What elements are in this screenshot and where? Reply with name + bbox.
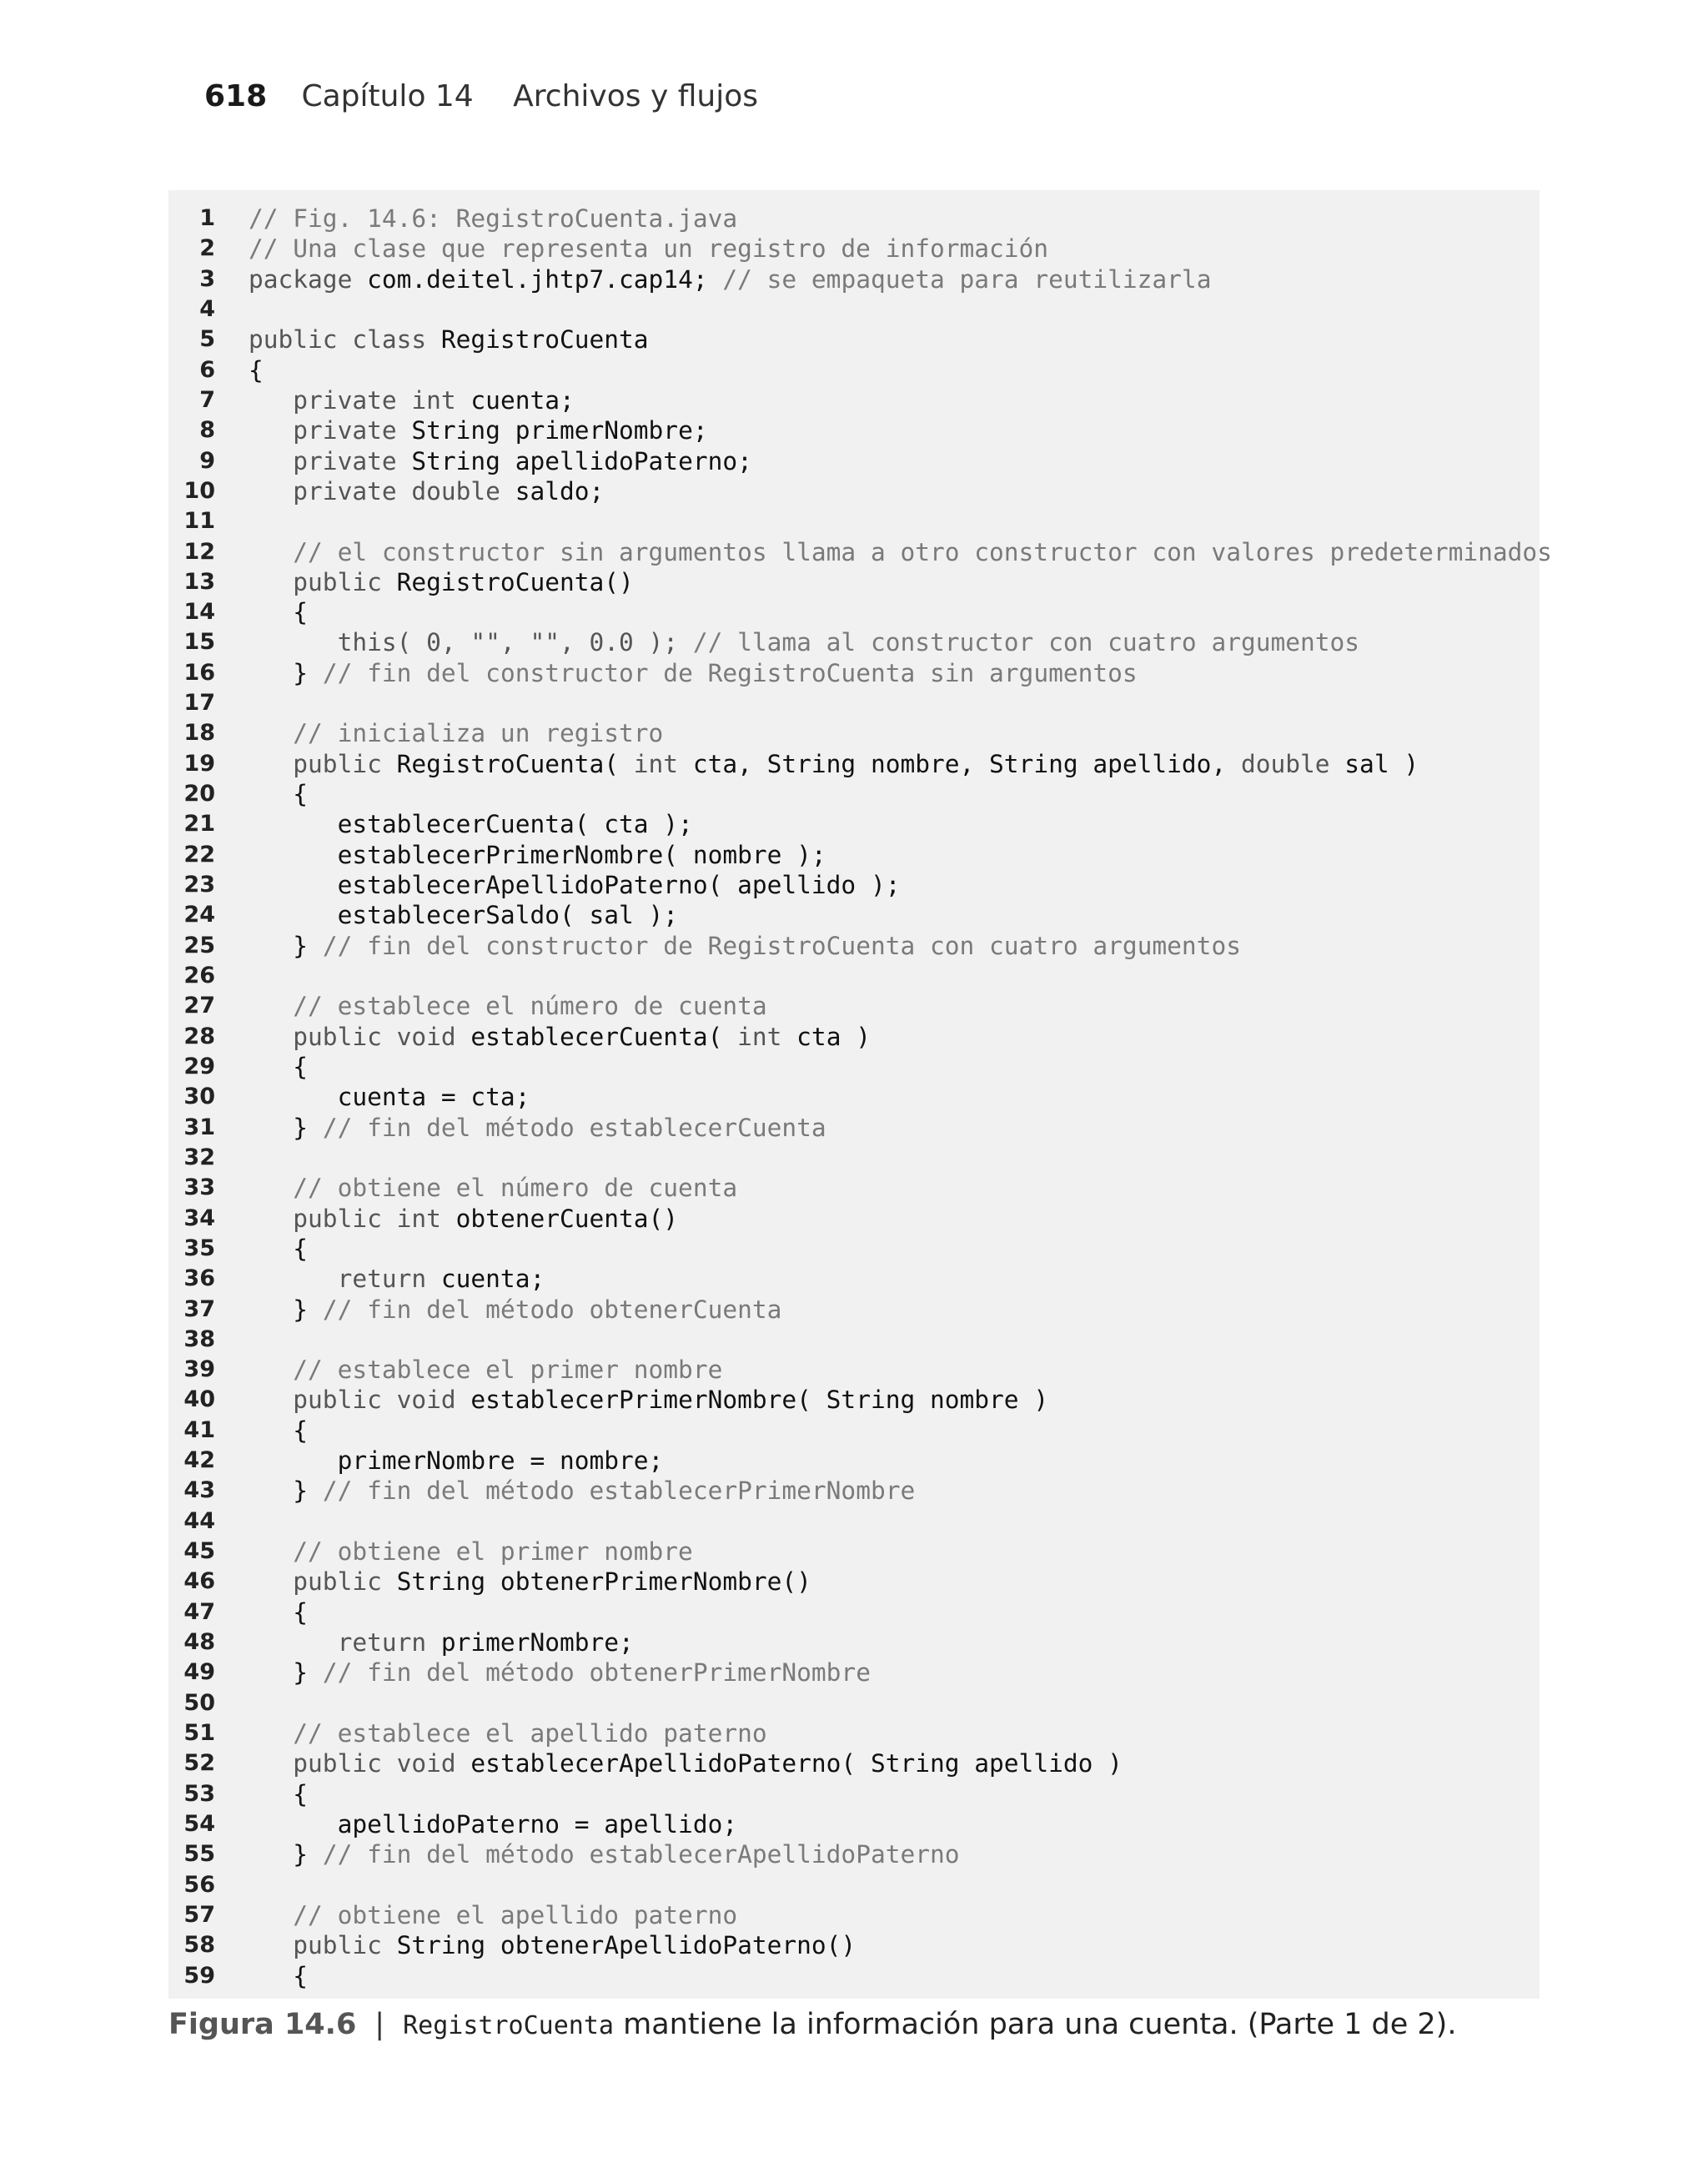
line-number: 16 — [183, 659, 215, 686]
code-text: { — [249, 1597, 309, 1627]
code-line — [168, 1234, 1540, 1264]
code-keyword: public — [249, 1931, 397, 1960]
line-code — [249, 870, 900, 900]
code-keyword: public void — [249, 1022, 471, 1051]
code-text: String obtenerApellidoPaterno() — [396, 1931, 857, 1960]
line-number: 45 — [183, 1538, 215, 1565]
code-line — [168, 264, 1540, 294]
line-code — [249, 1082, 530, 1112]
code-comment: // Una clase que representa un registro de información — [249, 234, 1049, 264]
code-line — [168, 1809, 1540, 1839]
line-code — [249, 597, 308, 627]
code-line — [168, 204, 1540, 234]
code-text: establecerCuenta( — [470, 1022, 738, 1051]
line-code — [249, 264, 1211, 294]
line-code — [249, 840, 826, 870]
code-line — [168, 1900, 1540, 1930]
line-number: 28 — [183, 1023, 215, 1049]
code-keyword: return — [249, 1628, 441, 1657]
line-number: 3 — [199, 265, 215, 292]
line-code — [249, 1748, 1123, 1778]
line-number: 59 — [183, 1962, 215, 1989]
line-code — [249, 1476, 915, 1506]
line-number: 50 — [183, 1689, 215, 1716]
line-number: 6 — [199, 356, 215, 383]
line-number: 30 — [183, 1084, 215, 1110]
code-text: com.deitel.jhtp7.cap14; — [367, 264, 723, 294]
line-number: 23 — [183, 872, 215, 898]
line-code — [249, 1597, 308, 1627]
line-code — [249, 1385, 1048, 1415]
line-number: 46 — [183, 1568, 215, 1595]
code-keyword: double — [1240, 749, 1345, 778]
code-line — [168, 627, 1540, 657]
line-code — [249, 749, 1419, 779]
code-line — [168, 1204, 1540, 1234]
code-text: cuenta = cta; — [249, 1083, 530, 1112]
line-number: 44 — [183, 1507, 215, 1534]
code-line — [168, 1930, 1540, 1960]
code-text: { — [249, 780, 309, 809]
line-number: 58 — [183, 1932, 215, 1959]
line-number: 32 — [183, 1144, 215, 1170]
line-code — [249, 446, 752, 476]
line-code — [249, 1567, 811, 1597]
line-number: 57 — [183, 1901, 215, 1928]
line-code — [249, 900, 678, 930]
line-number: 10 — [183, 477, 215, 504]
line-code — [249, 1809, 737, 1839]
caption-separator: | — [374, 2008, 385, 2041]
code-text: { — [249, 598, 309, 627]
line-number: 47 — [183, 1598, 215, 1625]
code-line — [168, 688, 1540, 718]
code-line — [168, 355, 1540, 385]
line-code — [249, 627, 1359, 657]
code-text: apellidoPaterno = apellido; — [249, 1809, 738, 1838]
line-number: 54 — [183, 1810, 215, 1837]
line-number: 20 — [183, 781, 215, 807]
caption-text: mantiene la información para una cuenta. (Parte 1 de 2). — [613, 2008, 1457, 2041]
code-text: establecerPrimerNombre( nombre ); — [249, 840, 826, 869]
code-line — [168, 1173, 1540, 1203]
chapter-title: Archivos y flujos — [513, 79, 758, 113]
code-line — [168, 324, 1540, 355]
line-number: 9 — [199, 447, 215, 474]
line-number: 18 — [183, 720, 215, 747]
code-line — [168, 1295, 1540, 1325]
code-line — [168, 476, 1540, 506]
line-number: 39 — [183, 1356, 215, 1383]
code-line — [168, 234, 1540, 264]
code-line — [168, 1476, 1540, 1506]
code-line — [168, 1416, 1540, 1446]
code-text: establecerSaldo( sal ); — [249, 901, 679, 930]
code-keyword: public class — [249, 325, 441, 355]
code-comment: // fin del constructor de RegistroCuenta con cuatro argumentos — [322, 931, 1241, 960]
line-number: 21 — [183, 811, 215, 837]
code-comment: // establece el primer nombre — [249, 1356, 723, 1385]
code-line — [168, 506, 1540, 536]
line-code — [249, 991, 767, 1021]
code-text: sal ) — [1344, 749, 1419, 778]
figure-label: Figura 14.6 — [168, 2008, 357, 2041]
code-keyword: public — [249, 1567, 397, 1597]
line-number: 12 — [183, 538, 215, 565]
line-number: 1 — [199, 205, 215, 231]
line-code — [249, 1657, 871, 1688]
line-number: 35 — [183, 1235, 215, 1261]
line-code — [249, 234, 1048, 264]
code-line — [168, 537, 1552, 567]
line-code — [249, 1264, 545, 1294]
code-keyword: public void — [249, 1749, 471, 1778]
code-text: } — [249, 658, 323, 687]
line-number: 55 — [183, 1841, 215, 1868]
code-line — [168, 1627, 1540, 1657]
code-line — [168, 567, 1540, 597]
line-code — [249, 355, 264, 385]
code-text: String obtenerPrimerNombre() — [396, 1567, 811, 1597]
code-text: { — [249, 1052, 309, 1081]
code-comment: // llama al constructor con cuatro argumentos — [692, 628, 1360, 657]
code-line — [168, 294, 1540, 324]
page-header — [204, 79, 758, 121]
line-code — [249, 718, 663, 748]
code-comment: // establece el apellido paterno — [249, 1719, 767, 1748]
code-text: RegistroCuenta() — [396, 567, 634, 596]
line-code — [249, 1234, 308, 1264]
line-number: 15 — [183, 629, 215, 656]
line-code — [249, 809, 693, 839]
line-number: 40 — [183, 1386, 215, 1413]
line-code — [249, 415, 708, 445]
code-text: } — [249, 1295, 323, 1324]
code-text: cta ) — [796, 1022, 871, 1051]
code-comment: // inicializa un registro — [249, 719, 664, 748]
line-number: 56 — [183, 1871, 215, 1898]
line-number: 48 — [183, 1629, 215, 1656]
code-keyword: private — [249, 416, 412, 445]
code-line — [168, 1325, 1540, 1355]
code-text: } — [249, 1113, 323, 1142]
code-keyword: package — [249, 264, 368, 294]
code-line — [168, 597, 1540, 627]
line-code — [249, 1052, 308, 1082]
code-keyword: public — [249, 567, 397, 596]
line-number: 25 — [183, 932, 215, 958]
code-keyword: public int — [249, 1204, 456, 1233]
line-code — [249, 1961, 308, 1991]
code-line — [168, 1052, 1540, 1082]
line-code — [249, 1295, 781, 1325]
code-keyword: this( 0, "", "", 0.0 ); — [249, 628, 693, 657]
code-text: { — [249, 1779, 309, 1808]
line-code — [249, 1718, 767, 1748]
line-number: 43 — [183, 1477, 215, 1504]
code-text: } — [249, 1476, 323, 1506]
line-number: 24 — [183, 902, 215, 928]
line-number: 19 — [183, 750, 215, 777]
line-number: 27 — [183, 993, 215, 1019]
code-line — [168, 1264, 1540, 1294]
code-text: } — [249, 1658, 323, 1688]
line-number: 51 — [183, 1720, 215, 1746]
code-keyword: public — [249, 749, 397, 778]
code-line — [168, 900, 1540, 930]
code-line — [168, 991, 1540, 1021]
line-code — [249, 1204, 678, 1234]
code-line — [168, 1355, 1540, 1385]
line-number: 36 — [183, 1265, 215, 1292]
line-code — [249, 1779, 308, 1809]
code-comment: // Fig. 14.6: RegistroCuenta.java — [249, 204, 738, 233]
code-comment: // establece el número de cuenta — [249, 992, 767, 1021]
code-listing — [168, 190, 1552, 1999]
line-code — [249, 1930, 856, 1960]
code-line — [168, 1657, 1540, 1688]
caption-class-name: RegistroCuenta — [403, 2011, 614, 2040]
line-code — [249, 385, 575, 415]
code-line — [168, 840, 1540, 870]
code-text: { — [249, 1416, 309, 1445]
code-line — [168, 1718, 1540, 1748]
code-text: saldo; — [515, 476, 605, 506]
line-code — [249, 1537, 693, 1567]
code-comment: // se empaqueta para reutilizarla — [722, 264, 1212, 294]
line-number: 8 — [199, 417, 215, 444]
code-line — [168, 779, 1540, 809]
code-line — [168, 446, 1540, 476]
code-line — [168, 1779, 1540, 1809]
line-code — [249, 1900, 737, 1930]
code-line — [168, 1506, 1540, 1537]
code-keyword: return — [249, 1265, 441, 1294]
line-code — [249, 1839, 960, 1869]
code-line — [168, 718, 1540, 748]
code-text: } — [249, 931, 323, 960]
code-line — [168, 1597, 1540, 1627]
code-text: { — [249, 355, 264, 385]
line-code — [249, 931, 1241, 961]
code-comment: // obtiene el número de cuenta — [249, 1174, 738, 1203]
code-line — [168, 1082, 1540, 1112]
code-comment: // fin del método establecerApellidoPaterno — [322, 1840, 960, 1869]
line-number: 13 — [183, 568, 215, 595]
code-text: String primerNombre; — [411, 416, 708, 445]
code-line — [168, 931, 1540, 961]
line-code — [249, 1022, 871, 1052]
line-code — [249, 1627, 634, 1657]
code-text: establecerApellidoPaterno( apellido ); — [249, 871, 901, 900]
code-text: String apellidoPaterno; — [411, 446, 752, 475]
line-number: 52 — [183, 1750, 215, 1777]
line-number: 14 — [183, 599, 215, 626]
code-keyword: int — [633, 749, 693, 778]
code-line — [168, 1567, 1540, 1597]
line-code — [249, 567, 634, 597]
code-line — [168, 1748, 1540, 1778]
code-text: cuenta; — [440, 1265, 545, 1294]
code-comment: // obtiene el primer nombre — [249, 1537, 693, 1567]
line-number: 38 — [183, 1325, 215, 1352]
line-code — [249, 476, 604, 506]
line-number: 49 — [183, 1659, 215, 1686]
code-line — [168, 749, 1540, 779]
code-keyword: public void — [249, 1386, 471, 1415]
figure-caption — [168, 2004, 1456, 2045]
code-line — [168, 961, 1540, 991]
line-number: 31 — [183, 1114, 215, 1140]
code-line — [168, 1688, 1540, 1718]
code-text: establecerPrimerNombre( String nombre ) — [470, 1386, 1049, 1415]
line-code — [249, 1446, 663, 1476]
code-line — [168, 870, 1540, 900]
line-number: 29 — [183, 1053, 215, 1079]
code-line — [168, 809, 1540, 839]
code-keyword: private — [249, 446, 412, 475]
code-comment: // obtiene el apellido paterno — [249, 1900, 738, 1929]
code-text: RegistroCuenta( — [396, 749, 634, 778]
code-text: establecerCuenta( cta ); — [249, 810, 693, 839]
line-number: 42 — [183, 1447, 215, 1474]
line-number: 2 — [199, 235, 215, 262]
code-text: primerNombre = nombre; — [249, 1446, 664, 1476]
line-number: 7 — [199, 386, 215, 413]
line-code — [249, 1355, 722, 1385]
line-code — [249, 204, 737, 234]
code-line — [168, 1113, 1540, 1143]
line-number: 53 — [183, 1780, 215, 1807]
code-line — [168, 1022, 1540, 1052]
code-line — [168, 1143, 1540, 1173]
code-keyword: int — [737, 1022, 797, 1051]
code-text: obtenerCuenta() — [455, 1204, 679, 1233]
code-line — [168, 1446, 1540, 1476]
code-line — [168, 385, 1540, 415]
code-keyword: private int — [249, 385, 471, 415]
code-line — [168, 1537, 1540, 1567]
code-text: cuenta; — [470, 385, 575, 415]
line-number: 26 — [183, 963, 215, 988]
code-comment: // fin del método establecerPrimerNombre — [322, 1476, 916, 1506]
code-line — [168, 415, 1540, 445]
code-text: primerNombre; — [440, 1628, 634, 1657]
code-comment: // fin del método establecerCuenta — [322, 1113, 826, 1142]
line-number: 41 — [183, 1416, 215, 1443]
line-number: 5 — [199, 326, 215, 353]
line-number: 4 — [199, 295, 215, 322]
code-text: cta, String nombre, String apellido, — [692, 749, 1241, 778]
page-number: 618 — [204, 79, 268, 113]
line-code — [249, 1416, 308, 1446]
line-code — [249, 324, 649, 355]
line-number: 17 — [183, 690, 215, 717]
line-number: 37 — [183, 1295, 215, 1322]
code-line — [168, 1839, 1540, 1869]
code-comment: // el constructor sin argumentos llama a otro constructor con valores predeterminados — [249, 537, 1552, 566]
line-code — [249, 1173, 737, 1203]
code-comment: // fin del constructor de RegistroCuenta sin argumentos — [322, 658, 1138, 687]
code-text: RegistroCuenta — [440, 325, 649, 355]
line-code — [249, 537, 1552, 567]
chapter-label: Capítulo 14 — [301, 79, 474, 113]
line-code — [249, 658, 1138, 688]
line-code — [249, 779, 308, 809]
code-text: } — [249, 1840, 323, 1869]
code-comment: // fin del método obtenerPrimerNombre — [322, 1658, 871, 1688]
line-code — [249, 1113, 826, 1143]
code-keyword: private double — [249, 476, 515, 506]
code-line — [168, 1385, 1540, 1415]
line-number: 33 — [183, 1175, 215, 1201]
line-number: 34 — [183, 1205, 215, 1231]
code-comment: // fin del método obtenerCuenta — [322, 1295, 782, 1324]
code-text: { — [249, 1961, 309, 1990]
code-text: establecerApellidoPaterno( String apellido ) — [470, 1749, 1123, 1778]
code-line — [168, 1870, 1540, 1900]
code-line — [168, 1961, 1540, 1991]
code-text: { — [249, 1234, 309, 1263]
line-number: 11 — [183, 508, 215, 535]
code-line — [168, 658, 1540, 688]
line-number: 22 — [183, 841, 215, 868]
